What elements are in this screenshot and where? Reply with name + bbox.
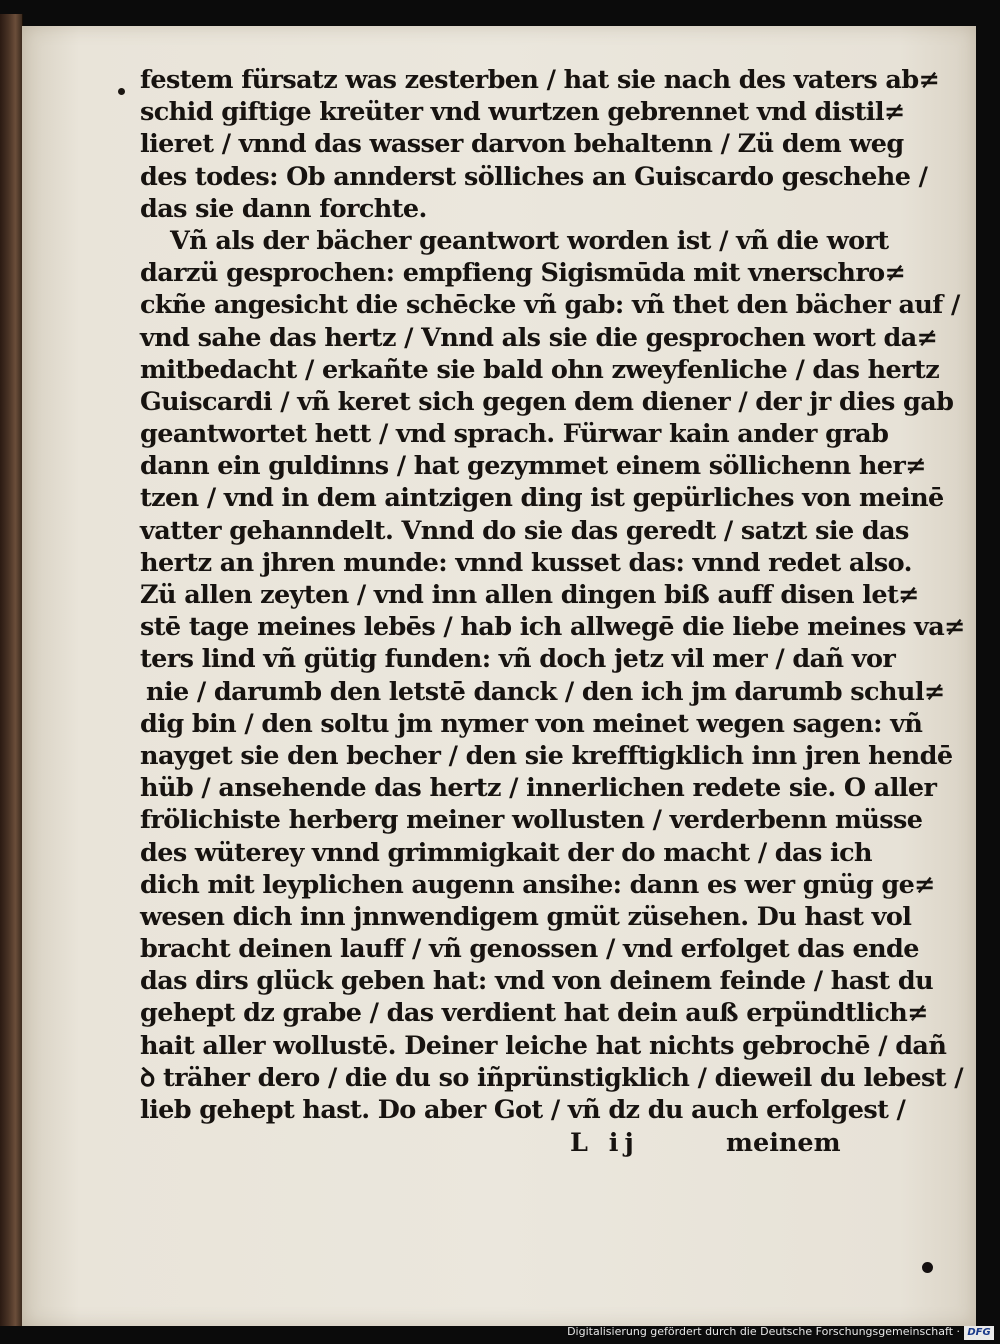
catchword: meinem <box>726 1128 841 1159</box>
text-line: schid giftige kreüter vnd wurtzen gebrennet vnd distil≠ <box>140 97 905 128</box>
dfg-logo-icon: DFG <box>964 1326 994 1340</box>
text-line: des todes: Ob annderst sölliches an Guiscardo geschehe / <box>140 161 928 192</box>
paragraph-start-line: Vñ als der bächer geantwort worden ist / vñ die wort <box>170 225 889 256</box>
text-line: ckñe angesicht die schēcke vñ gab: vñ thet den bächer auf / <box>140 290 960 321</box>
digitization-credit: Digitalisierung gefördert durch die Deutsche Forschungsgemeinschaft · <box>567 1325 960 1338</box>
text-line: dann ein guldinns / hat gezymmet einem söllichenn her≠ <box>140 451 927 482</box>
text-line: des wüterey vnnd grimmigkait der do macht / das ich <box>140 837 872 868</box>
text-line: wesen dich inn jnnwendigem gmüt züsehen. Du hast vol <box>140 901 912 932</box>
book-binding-edge <box>0 14 23 1326</box>
page-text <box>140 64 965 1162</box>
text-line: ꝺ träher dero / die du so iñprünstigklich / dieweil du lebest / <box>140 1062 963 1093</box>
text-line: nayget sie den becher / den sie krefftigklich inn jren hendē <box>140 740 953 771</box>
text-line: ters lind vñ gütig funden: vñ doch jetz vil mer / dañ vor <box>140 644 896 675</box>
text-line: vnd sahe das hertz / Vnnd als sie die gesprochen wort da≠ <box>140 322 938 353</box>
signature-mark: L ij <box>570 1128 640 1159</box>
text-line: geantwortet hett / vnd sprach. Fürwar kain ander grab <box>140 419 889 450</box>
text-line: dich mit leyplichen augenn ansihe: dann es wer gnüg ge≠ <box>140 869 935 900</box>
text-line: vatter gehanndelt. Vnnd do sie das geredt / satzt sie das <box>140 515 909 546</box>
text-line: mitbedacht / erkañte sie bald ohn zweyfenliche / das hertz <box>140 354 940 385</box>
text-line: hüb / ansehende das hertz / innerlichen redete sie. O aller <box>140 773 937 804</box>
ink-spot <box>922 1262 933 1273</box>
text-line: bracht deinen lauff / vñ genossen / vnd erfolget das ende <box>140 934 919 965</box>
text-line: dig bin / den soltu jm nymer von meinet wegen sagen: vñ <box>140 708 923 739</box>
text-line: lieb gehept hast. Do aber Got / vñ dz du auch erfolgest / <box>140 1095 906 1125</box>
margin-mark <box>118 88 125 95</box>
text-line: festem fürsatz was zesterben / hat sie nach des vaters ab≠ <box>140 65 940 95</box>
text-line: gehept dz grabe / das verdient hat dein auß erpündtlich≠ <box>140 998 928 1029</box>
text-line: darzü gesprochen: empfieng Sigismūda mit vnerschro≠ <box>140 258 906 289</box>
page-foot <box>140 1126 840 1162</box>
text-line: hertz an jhren munde: vnnd kusset das: vnnd redet also. <box>140 547 912 578</box>
text-line: frölichiste herberg meiner wollusten / verderbenn müsse <box>140 805 923 836</box>
text-line: Zü allen zeyten / vnd inn allen dingen biß auff disen let≠ <box>140 580 919 610</box>
text-line: nie / darumb den letstē danck / den ich jm darumb schul≠ <box>146 676 945 707</box>
text-line: tzen / vnd in dem aintzigen ding ist gepürliches von meinē <box>140 483 944 514</box>
text-line: lieret / vnnd das wasser darvon behaltenn / Zü dem weg <box>140 129 904 160</box>
text-line: hait aller wollustē. Deiner leiche hat nichts gebrochē / dañ <box>140 1030 947 1061</box>
text-line: stē tage meines lebēs / hab ich allwegē die liebe meines va≠ <box>140 612 965 643</box>
book-page <box>22 26 976 1326</box>
text-line: Guiscardi / vñ keret sich gegen dem diener / der jr dies gab <box>140 386 954 417</box>
text-line: das dirs glück geben hat: vnd von deinem feinde / hast du <box>140 966 934 997</box>
text-line: das sie dann forchte. <box>140 193 427 224</box>
